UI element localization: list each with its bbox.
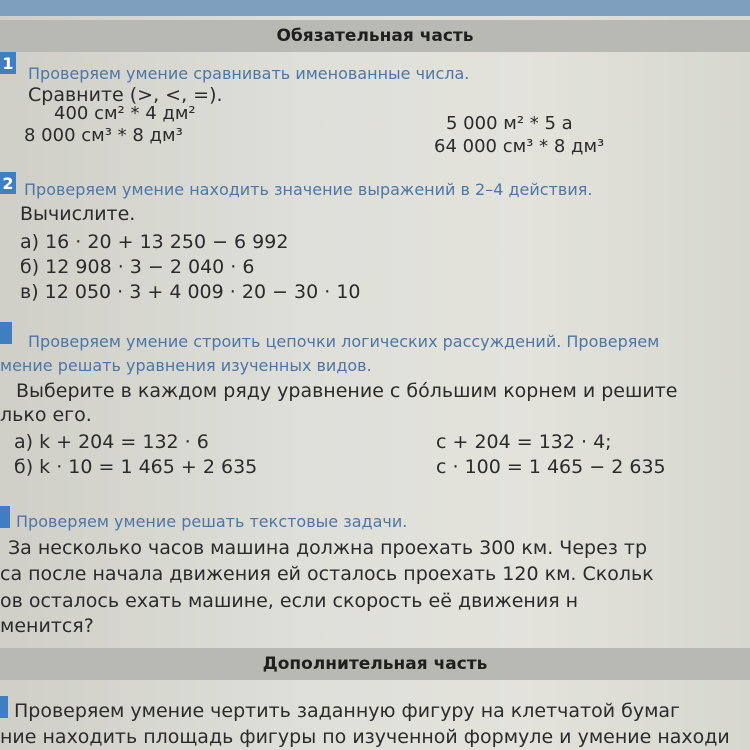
task4-line-4: менится? <box>0 615 94 637</box>
task1-heading: Проверяем умение сравнивать именованные числа. <box>28 64 470 83</box>
task2-item-b: б) 12 908 · 3 − 2 040 · 6 <box>20 256 255 278</box>
task3-left-a: а) k + 204 = 132 · 6 <box>14 431 209 453</box>
task-number-3-badge <box>0 322 12 344</box>
section-additional-title: Дополнительная часть <box>0 648 750 680</box>
task4-heading: Проверяем умение решать текстовые задачи. <box>16 512 408 531</box>
task3-right-b: c · 100 = 1 465 − 2 635 <box>436 456 666 478</box>
task4-line-2: са после начала движения ей осталось проехать 120 км. Скольк <box>0 563 654 585</box>
task-number-1: 1 <box>0 52 16 74</box>
task2-item-c: в) 12 050 · 3 + 4 009 · 20 − 30 · 10 <box>20 281 361 303</box>
task3-heading-line1: Проверяем умение строить цепочки логических рассуждений. Проверяем <box>28 332 660 351</box>
task4-line-3: ов осталось ехать машине, если скорость её движения н <box>0 590 579 612</box>
task-number-5-badge <box>0 696 8 718</box>
task-number-4-badge <box>0 506 10 528</box>
top-strip <box>0 0 750 16</box>
task-number-2: 2 <box>0 172 16 194</box>
task3-instruction-line1: Выберите в каждом ряду уравнение с бо́льшим корнем и решите <box>16 380 678 402</box>
task3-instruction-line2: лько его. <box>0 404 92 426</box>
task2-item-a: а) 16 · 20 + 13 250 − 6 992 <box>20 231 289 253</box>
section-required-title: Обязательная часть <box>0 20 750 52</box>
task2-heading: Проверяем умение находить значение выражений в 2–4 действия. <box>24 180 593 199</box>
task1-left-1: 400 см² * 4 дм² <box>54 103 196 124</box>
task5-line-2: ние находить площадь фигуры по изученной формуле и умение находи <box>0 726 730 748</box>
task3-left-b: б) k · 10 = 1 465 + 2 635 <box>14 456 258 478</box>
task4-line-1: За несколько часов машина должна проехать 300 км. Через тр <box>8 537 648 559</box>
task1-right-2: 64 000 см³ * 8 дм³ <box>434 136 605 157</box>
task2-instruction: Вычислите. <box>20 203 136 225</box>
task3-heading-line2: мение решать уравнения изученных видов. <box>0 356 372 375</box>
task3-right-a: c + 204 = 132 · 4; <box>436 431 612 453</box>
task1-instruction: Сравните (>, <, =). <box>28 84 223 106</box>
task1-right-1: 5 000 м² * 5 а <box>446 113 573 134</box>
task1-left-2: 8 000 см³ * 8 дм³ <box>24 125 183 146</box>
task5-line-1: Проверяем умение чертить заданную фигуру на клетчатой бумаг <box>14 700 681 722</box>
